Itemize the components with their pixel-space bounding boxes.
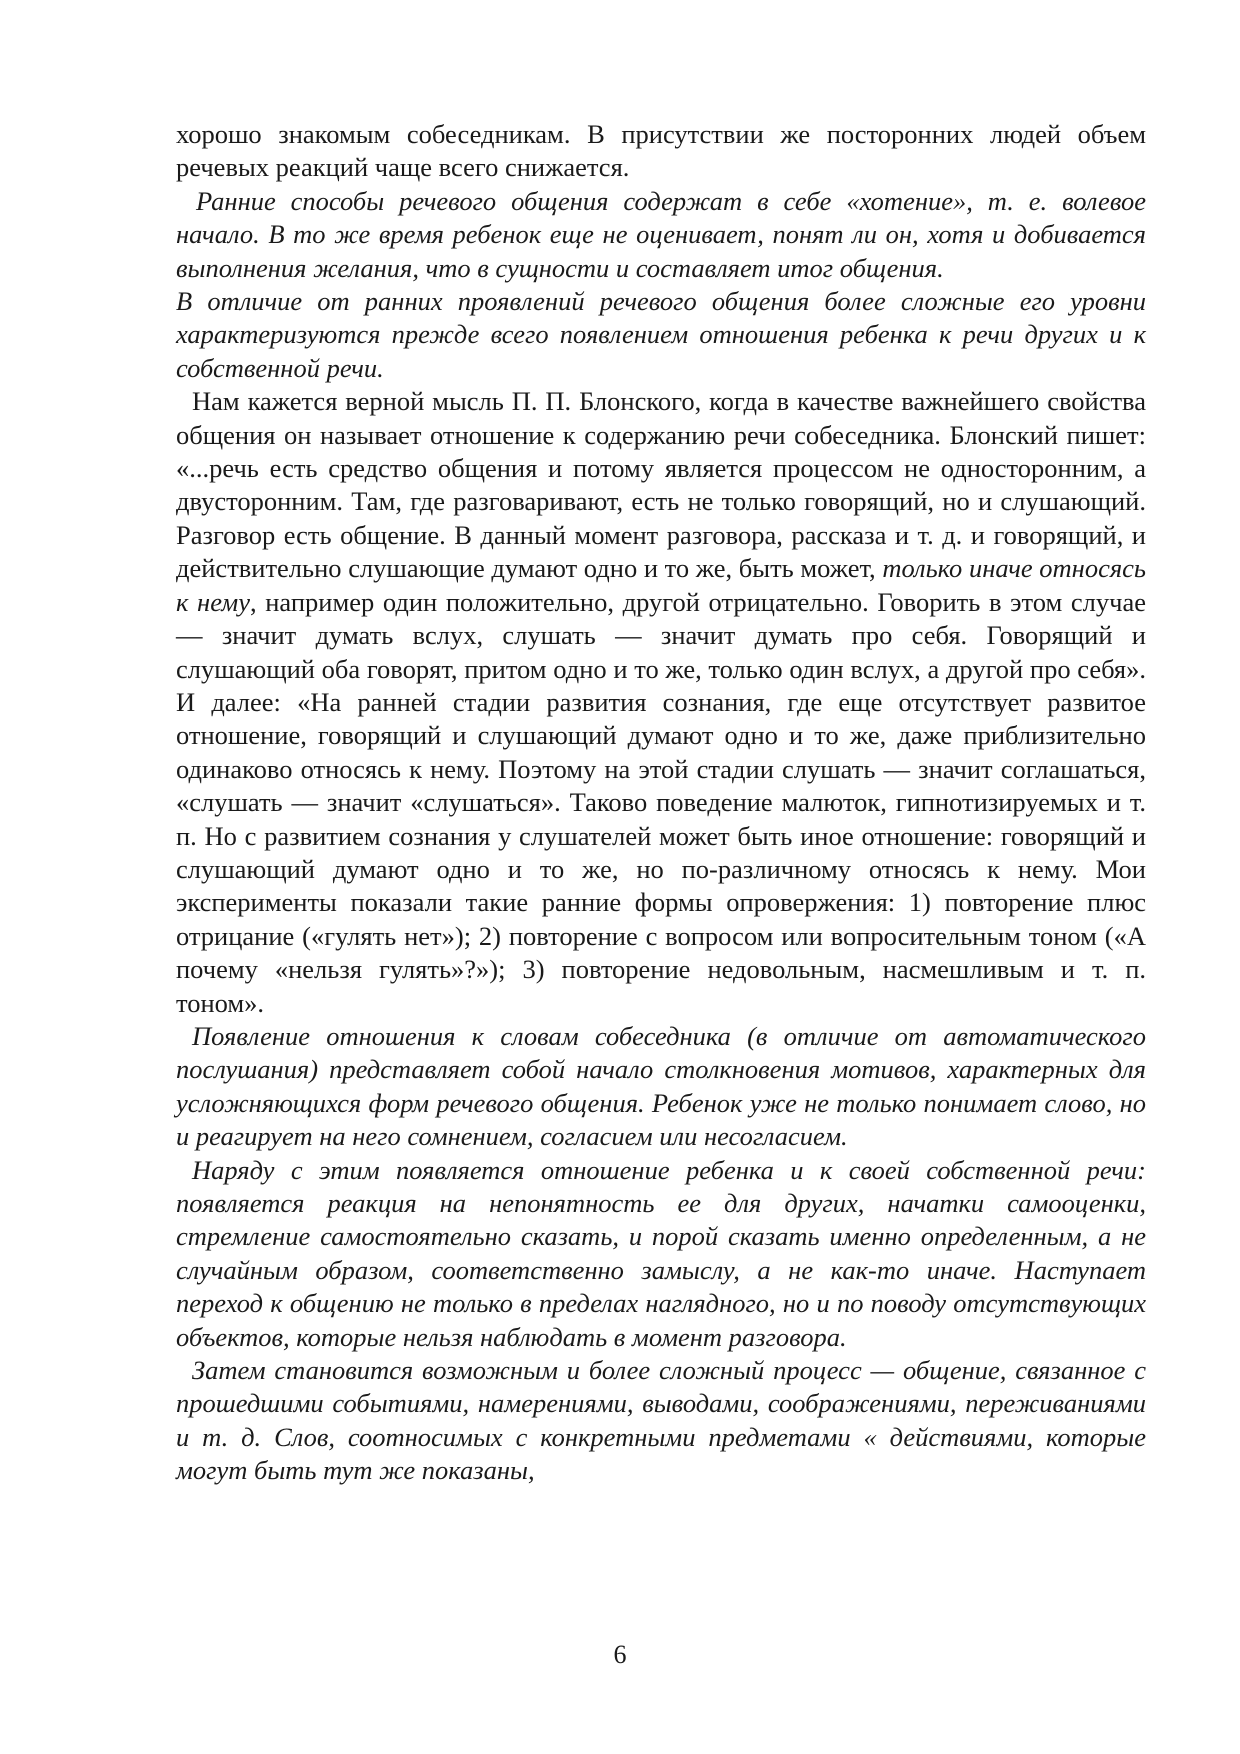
- paragraph-early-speech: Ранние способы речевого общения содержат в себе «хотение», т. е. волевое начало. В то же время ребенок еще не оценивает, понят ли он, хотя и добивается выполнения желания, что в сущности и составляет итог общения.: [176, 185, 1146, 283]
- paragraph-attitude-to-words: Появление отношения к словам собеседника (в отличие от автоматического послушания) представляет собой начало столкновения мотивов, характерных для усложняющихся форм речевого общения. Ребенок уже не только понимает слово, но и реагирует на него сомнением, согласием или несогласием.: [176, 1020, 1146, 1152]
- paragraph-continuation: хорошо знакомым собеседникам. В присутствии же посторонних людей объем речевых реакций чаще всего снижается.: [176, 119, 1146, 183]
- blonsky-quote-part-2: , например один положительно, другой отрицательно. Говорить в этом случае — значит думать вслух, слушать — значит думать про себя. Говорящий и слушающий оба говорят, притом одно и то же, только один вслух, а другой про себя». И далее: «На ранней стадии развития сознания, где еще отсутствует развитое отношение, говорящий и слушающий думают одно и то же, даже приблизительно одинаково относясь к нему. Поэтому на этой стадии слушать — значит соглашаться, «слушать — значит «слушаться». Таково поведение малюток, гипнотизируемых и т. п. Но с развитием сознания у слушателей может быть иное отношение: говорящий и слушающий думают одно и то же, но по-различному относясь к нему. Мои эксперименты показали такие ранние формы опровержения: 1) повторение плюс отрицание («гулять нет»); 2) повторение с вопросом или вопросительным тоном («А почему «нельзя гулять»?»); 3) повторение недовольным, насмешливым и т. п. тоном».: [176, 586, 1146, 1018]
- blonsky-quote-part-1: Нам кажется верной мысль П. П. Блонского, когда в качестве важнейшего свойства общения он называет отношение к содержанию речи собеседника. Блонский пишет: «...речь есть средство общения и потому является процессом не односторонним, а двусторонним. Там, где разговаривают, есть не только говорящий, но и слушающий. Разговор есть общение. В данный момент разговора, рассказа и т. д. и говорящий, и действительно слушающие думают одно и то же, быть может,: [176, 386, 1146, 584]
- paragraph-blonsky-quote: [176, 385, 1146, 1020]
- paragraph-complex-process: Затем становится возможным и более сложный процесс — общение, связанное с прошедшими событиями, намерениями, выводами, соображениями, переживаниями и т. д. Слов, соотносимых с конкретными предметами « действиями, которые могут быть тут же показаны,: [176, 1355, 1146, 1486]
- paragraph-complex-levels: В отличие от ранних проявлений речевого общения более сложные его уровни характеризуются прежде всего появлением отношения ребенка к речи других и к собственной речи.: [176, 286, 1146, 383]
- paragraph-own-speech: Наряду с этим появляется отношение ребенка и к своей собственной речи: появляется реакция на непонятность ее для других, начатки самооценки, стремление самостоятельно сказать, и порой сказать именно определенным, а не случайным образом, соответственно замыслу, а не как-то иначе. Наступает переход к общению не только в пределах наглядного, но и по поводу отсутствующих объектов, которые нельзя наблюдать в момент разговора.: [176, 1154, 1146, 1352]
- blonsky-quote-emphasis: только иначе относясь к нему: [176, 553, 1146, 617]
- page-number: 6: [613, 1640, 627, 1669]
- page-body: [176, 118, 1146, 1488]
